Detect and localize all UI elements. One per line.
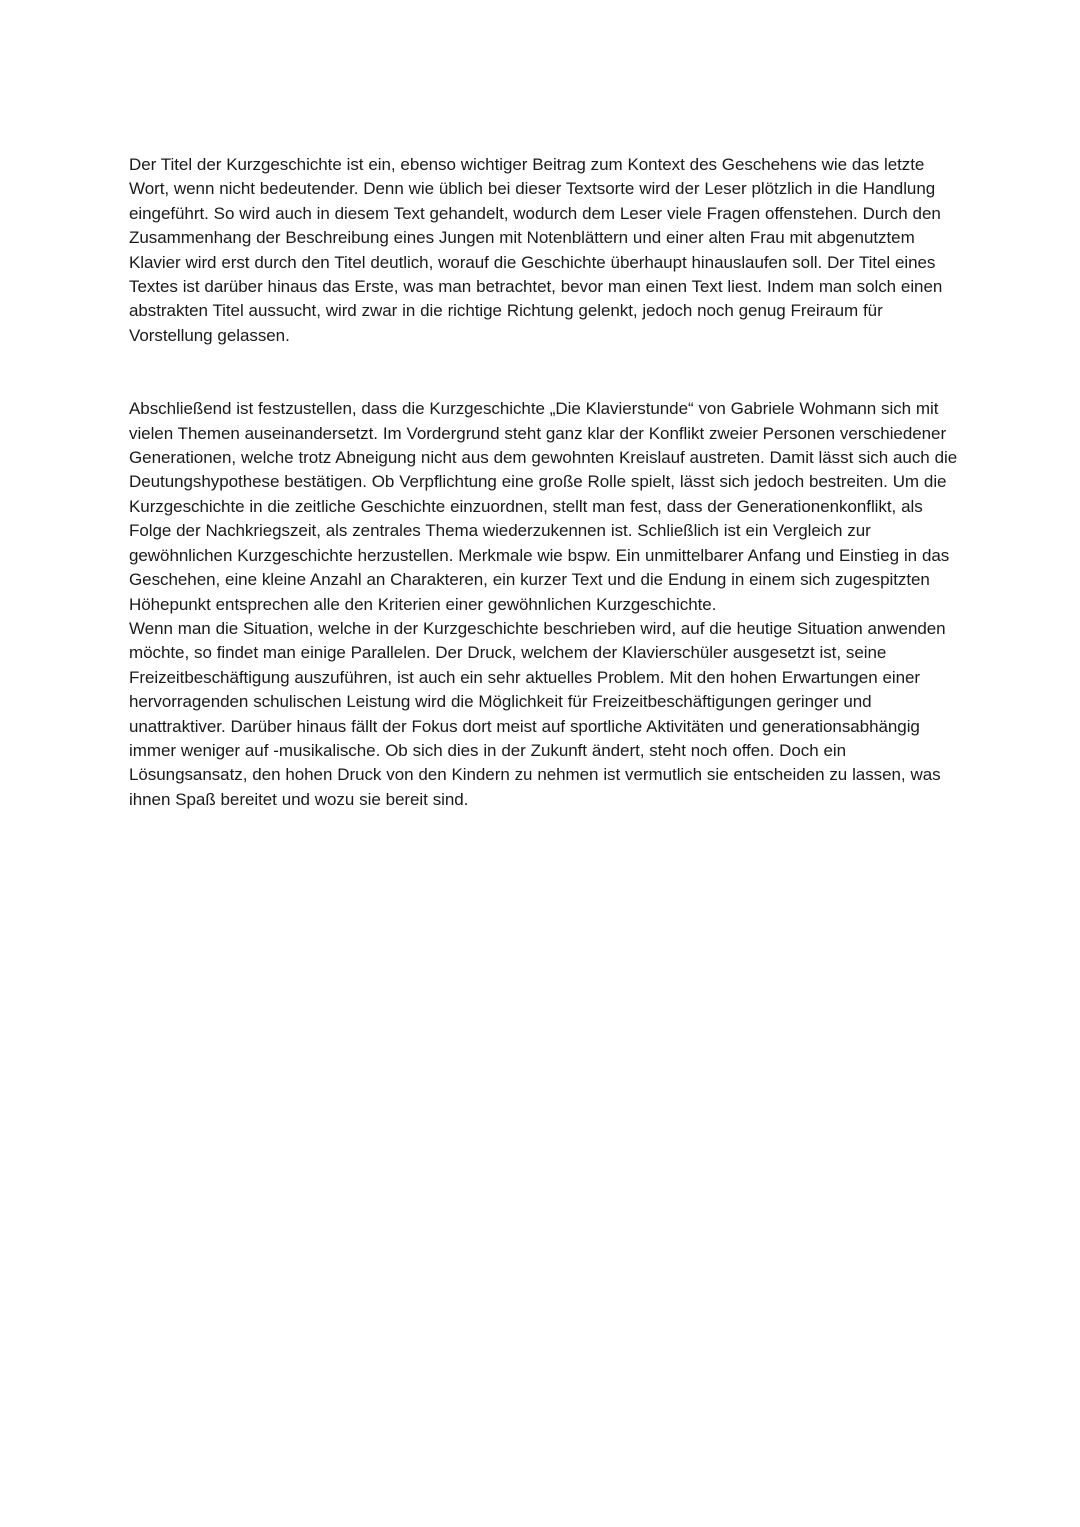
paragraph-spacer [129,348,959,397]
document-body [129,153,959,812]
paragraph-conclusion: Abschließend ist festzustellen, dass die Kurzgeschichte „Die Klavierstunde“ von Gabriele Wohmann sich mit vielen Themen auseinandersetzt. Im Vordergrund steht ganz klar der Konflikt zweier Personen verschiedener Generationen, welche trotz Abneigung nicht aus dem gewohnten Kreislauf austreten. Damit lässt sich auch die Deutungshypothese bestätigen. Ob Verpflichtung eine große Rolle spielt, lässt sich jedoch bestreiten. Um die Kurzgeschichte in die zeitliche Geschichte einzuordnen, stellt man fest, dass der Generationenkonflikt, als Folge der Nachkriegszeit, als zentrales Thema wiederzukennen ist. Schließlich ist ein Vergleich zur gewöhnlichen Kurzgeschichte herzustellen. Merkmale wie bspw. Ein unmittelbarer Anfang und Einstieg in das Geschehen, eine kleine Anzahl an Charakteren, ein kurzer Text und die Endung in einem sich zugespitzten Höhepunkt entsprechen alle den Kriterien einer gewöhnlichen Kurzgeschichte. [129,399,958,614]
paragraph-present-day: Wenn man die Situation, welche in der Kurzgeschichte beschrieben wird, auf die heutige Situation anwenden möchte, so findet man einige Parallelen. Der Druck, welchem der Klavierschüler ausgesetzt ist, seine Freizeitbeschäftigung auszuführen, ist auch ein sehr aktuelles Problem. Mit den hohen Erwartungen einer hervorragenden schulischen Leistung wird die Möglichkeit für Freizeitbeschäftigungen geringer und unattraktiver. Darüber hinaus fällt der Fokus dort meist auf sportliche Aktivitäten und generationsabhängig immer weniger auf -musikalische. Ob sich dies in der Zukunft ändert, steht noch offen. Doch ein Lösungsansatz, den hohen Druck von den Kindern zu nehmen ist vermutlich sie entscheiden zu lassen, was ihnen Spaß bereitet und wozu sie bereit sind. [129,618,946,809]
paragraph-title-significance: Der Titel der Kurzgeschichte ist ein, ebenso wichtiger Beitrag zum Kontext des Geschehens wie das letzte Wort, wenn nicht bedeutender. Denn wie üblich bei dieser Textsorte wird der Leser plötzlich in die Handlung eingeführt. So wird auch in diesem Text gehandelt, wodurch dem Leser viele Fragen offenstehen. Durch den Zusammenhang der Beschreibung eines Jungen mit Notenblättern und einer alten Frau mit abgenutztem Klavier wird erst durch den Titel deutlich, worauf die Geschichte überhaupt hinauslaufen soll. Der Titel eines Textes ist darüber hinaus das Erste, was man betrachtet, bevor man einen Text liest. Indem man solch einen abstrakten Titel aussucht, wird zwar in die richtige Richtung gelenkt, jedoch noch genug Freiraum für Vorstellung gelassen. [129,155,943,345]
